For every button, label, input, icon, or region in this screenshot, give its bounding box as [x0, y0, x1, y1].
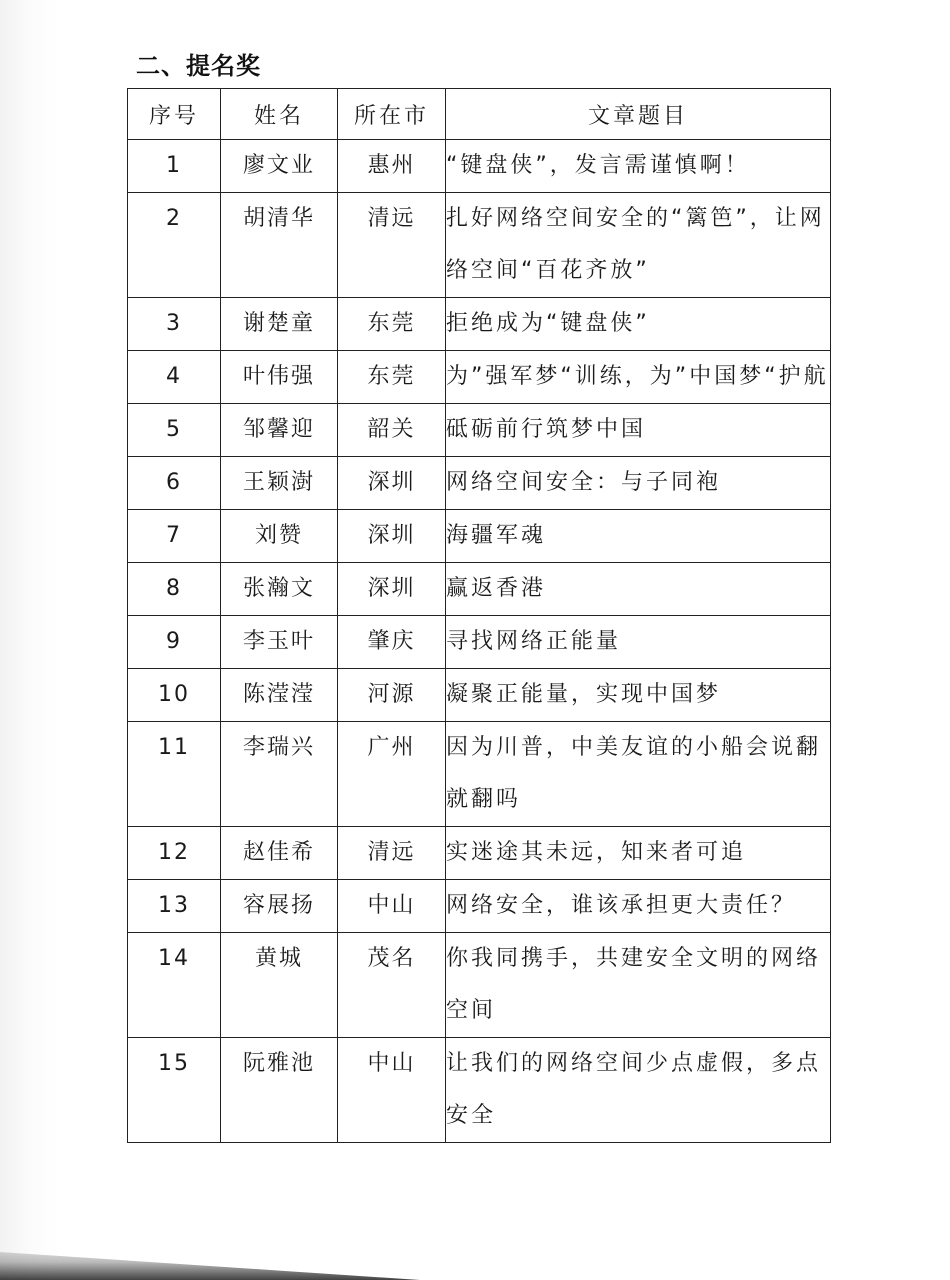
nomination-award-table — [127, 88, 831, 1143]
row-number: 13 — [128, 880, 221, 933]
table-row — [128, 298, 831, 351]
row-name: 叶伟强 — [221, 351, 338, 404]
row-city: 广州 — [338, 722, 446, 827]
row-city: 惠州 — [338, 140, 446, 193]
header-article-title: 文章题目 — [446, 89, 831, 140]
row-article-title: 实迷途其未远，知来者可追 — [446, 827, 831, 880]
row-name: 黄城 — [221, 933, 338, 1038]
table-row — [128, 140, 831, 193]
row-article-title: 网络空间安全：与子同袍 — [446, 457, 831, 510]
table-row — [128, 616, 831, 669]
row-city: 清远 — [338, 827, 446, 880]
row-name: 刘赞 — [221, 510, 338, 563]
row-city: 茂名 — [338, 933, 446, 1038]
row-article-title: 网络安全，谁该承担更大责任？ — [446, 880, 831, 933]
row-city: 东莞 — [338, 298, 446, 351]
scan-shadow — [0, 1240, 420, 1280]
table-row — [128, 351, 831, 404]
table-row — [128, 457, 831, 510]
row-article-title: 让我们的网络空间少点虚假，多点安全 — [446, 1038, 831, 1143]
row-number: 6 — [128, 457, 221, 510]
section-title: 二、提名奖 — [136, 52, 261, 80]
table-row — [128, 193, 831, 298]
row-name: 张瀚文 — [221, 563, 338, 616]
table-row — [128, 722, 831, 827]
row-city: 中山 — [338, 880, 446, 933]
row-city: 河源 — [338, 669, 446, 722]
row-number: 1 — [128, 140, 221, 193]
row-number: 5 — [128, 404, 221, 457]
row-city: 清远 — [338, 193, 446, 298]
table-row — [128, 510, 831, 563]
row-article-title: 赢返香港 — [446, 563, 831, 616]
row-number: 14 — [128, 933, 221, 1038]
row-name: 胡清华 — [221, 193, 338, 298]
row-city: 肇庆 — [338, 616, 446, 669]
row-number: 10 — [128, 669, 221, 722]
row-article-title: 海疆军魂 — [446, 510, 831, 563]
header-number: 序号 — [128, 89, 221, 140]
row-article-title: 扎好网络空间安全的“篱笆”，让网络空间“百花齐放” — [446, 193, 831, 298]
row-number: 8 — [128, 563, 221, 616]
row-name: 容展扬 — [221, 880, 338, 933]
row-number: 11 — [128, 722, 221, 827]
row-name: 阮雅池 — [221, 1038, 338, 1143]
header-city: 所在市 — [338, 89, 446, 140]
table-row — [128, 404, 831, 457]
row-name: 邹馨迎 — [221, 404, 338, 457]
row-article-title: 为”强军梦“训练，为”中国梦“护航 — [446, 351, 831, 404]
table-row — [128, 669, 831, 722]
table-row — [128, 1038, 831, 1143]
row-number: 9 — [128, 616, 221, 669]
table-body — [128, 140, 831, 1143]
row-article-title: 寻找网络正能量 — [446, 616, 831, 669]
table-row — [128, 933, 831, 1038]
header-name: 姓名 — [221, 89, 338, 140]
row-number: 15 — [128, 1038, 221, 1143]
table-header-row — [128, 89, 831, 140]
row-article-title: 因为川普，中美友谊的小船会说翻就翻吗 — [446, 722, 831, 827]
row-city: 深圳 — [338, 563, 446, 616]
row-name: 王颖澍 — [221, 457, 338, 510]
row-number: 3 — [128, 298, 221, 351]
row-article-title: “键盘侠”，发言需谨慎啊！ — [446, 140, 831, 193]
row-name: 廖文业 — [221, 140, 338, 193]
row-city: 深圳 — [338, 510, 446, 563]
row-name: 谢楚童 — [221, 298, 338, 351]
row-number: 4 — [128, 351, 221, 404]
row-city: 东莞 — [338, 351, 446, 404]
row-name: 李玉叶 — [221, 616, 338, 669]
row-number: 7 — [128, 510, 221, 563]
row-article-title: 你我同携手，共建安全文明的网络空间 — [446, 933, 831, 1038]
row-name: 李瑞兴 — [221, 722, 338, 827]
row-article-title: 砥砺前行筑梦中国 — [446, 404, 831, 457]
row-city: 深圳 — [338, 457, 446, 510]
row-name: 陈滢滢 — [221, 669, 338, 722]
row-city: 中山 — [338, 1038, 446, 1143]
table-row — [128, 563, 831, 616]
row-name: 赵佳希 — [221, 827, 338, 880]
row-article-title: 凝聚正能量，实现中国梦 — [446, 669, 831, 722]
row-city: 韶关 — [338, 404, 446, 457]
table-row — [128, 827, 831, 880]
table-row — [128, 880, 831, 933]
row-article-title: 拒绝成为“键盘侠” — [446, 298, 831, 351]
row-number: 12 — [128, 827, 221, 880]
row-number: 2 — [128, 193, 221, 298]
